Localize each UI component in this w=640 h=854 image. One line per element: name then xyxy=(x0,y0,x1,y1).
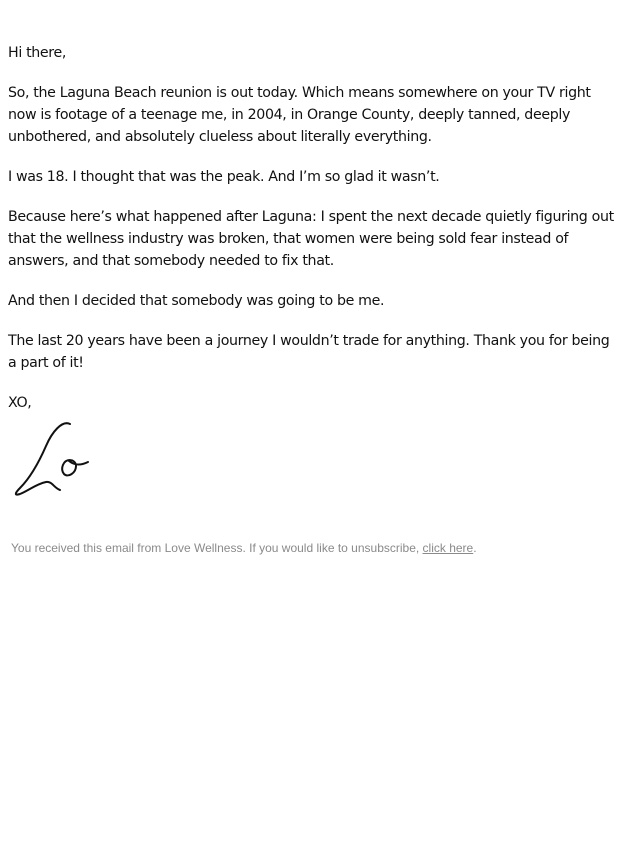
greeting: Hi there, xyxy=(8,45,67,61)
signoff: XO, xyxy=(8,395,32,411)
paragraph-reunion: So, the Laguna Beach reunion is out today. Which means somewhere on your TV right now is footage of a teenage me, in 2004, in Orange County, deeply tanned, deeply unbothered, and absolutely clueless about literally everything. xyxy=(8,85,591,145)
paragraph-after-laguna: Because here’s what happened after Laguna: I spent the next decade quietly figuring out that the wellness industry was broken, that women were being sold fear instead of answers, and that somebody needed to fix that. xyxy=(8,209,614,269)
paragraph-decision: And then I decided that somebody was going to be me. xyxy=(8,293,385,309)
unsubscribe-link[interactable]: click here xyxy=(422,541,474,555)
unsubscribe-footer xyxy=(11,539,477,557)
signature-lo xyxy=(12,418,96,498)
footer-text: You received this email from Love Wellness. If you would like to unsubscribe, xyxy=(11,541,423,555)
paragraph-age: I was 18. I thought that was the peak. And I’m so glad it wasn’t. xyxy=(8,169,440,185)
paragraph-thanks: The last 20 years have been a journey I wouldn’t trade for anything. Thank you for being a part of it! xyxy=(8,333,610,371)
email-body xyxy=(8,42,620,432)
footer-end: . xyxy=(473,541,477,555)
